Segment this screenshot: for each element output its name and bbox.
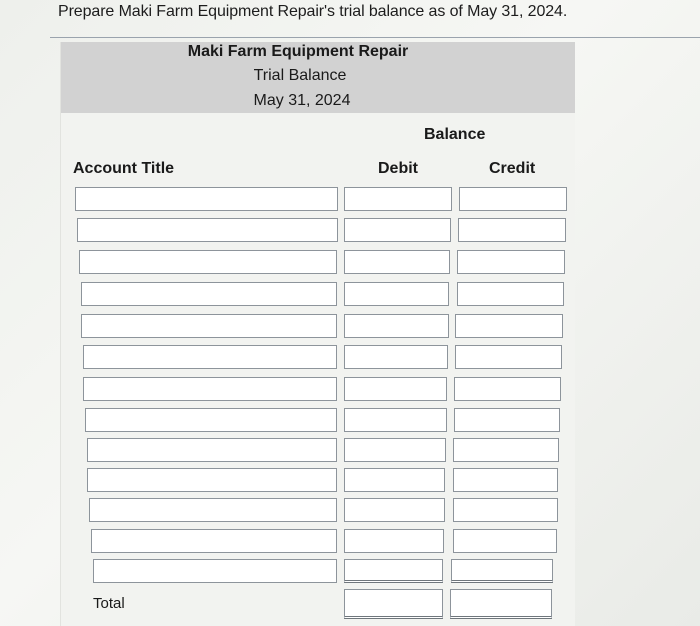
debit-field[interactable] <box>344 498 445 522</box>
report-title: Trial Balance <box>253 67 347 84</box>
instruction-text: Prepare Maki Farm Equipment Repair's trial balance as of May 31, 2024. <box>58 3 568 20</box>
debit-field[interactable] <box>344 529 444 553</box>
account-title-field[interactable] <box>79 250 337 274</box>
credit-field[interactable] <box>453 438 559 462</box>
company-name: Maki Farm Equipment Repair <box>187 43 409 60</box>
debit-field[interactable] <box>344 438 446 462</box>
credit-field[interactable] <box>454 377 561 401</box>
debit-field[interactable] <box>344 377 447 401</box>
debit-field[interactable] <box>344 345 448 369</box>
account-title-field[interactable] <box>77 218 338 242</box>
account-title-field[interactable] <box>89 498 337 522</box>
total-debit-field[interactable] <box>344 589 443 619</box>
total-label: Total <box>93 595 125 612</box>
account-title-field[interactable] <box>83 345 337 369</box>
credit-field[interactable] <box>453 529 557 553</box>
credit-field[interactable] <box>455 345 562 369</box>
report-date: May 31, 2024 <box>253 92 351 109</box>
credit-field[interactable] <box>451 559 553 583</box>
account-title-field[interactable] <box>87 438 337 462</box>
credit-field[interactable] <box>453 468 558 492</box>
credit-header: Credit <box>489 160 536 177</box>
account-title-field[interactable] <box>93 559 337 583</box>
debit-field[interactable] <box>344 187 452 211</box>
account-title-field[interactable] <box>81 282 337 306</box>
debit-field[interactable] <box>344 218 451 242</box>
trial-balance-form <box>60 42 575 626</box>
debit-field[interactable] <box>344 314 449 338</box>
account-title-field[interactable] <box>91 529 337 553</box>
total-credit-field[interactable] <box>450 589 552 619</box>
account-title-field[interactable] <box>85 408 337 432</box>
divider <box>50 37 700 38</box>
balance-header: Balance <box>424 126 486 143</box>
debit-field[interactable] <box>344 559 443 583</box>
report-header <box>61 42 575 113</box>
account-title-field[interactable] <box>81 314 337 338</box>
credit-field[interactable] <box>457 282 564 306</box>
account-title-field[interactable] <box>75 187 338 211</box>
credit-field[interactable] <box>454 408 560 432</box>
debit-field[interactable] <box>344 408 447 432</box>
credit-field[interactable] <box>458 218 566 242</box>
credit-field[interactable] <box>455 314 563 338</box>
debit-field[interactable] <box>344 250 450 274</box>
debit-header: Debit <box>378 160 418 177</box>
debit-field[interactable] <box>344 468 445 492</box>
credit-field[interactable] <box>459 187 567 211</box>
account-title-field[interactable] <box>87 468 337 492</box>
debit-field[interactable] <box>344 282 449 306</box>
account-title-field[interactable] <box>83 377 337 401</box>
credit-field[interactable] <box>453 498 558 522</box>
credit-field[interactable] <box>457 250 565 274</box>
account-title-header: Account Title <box>73 160 175 177</box>
